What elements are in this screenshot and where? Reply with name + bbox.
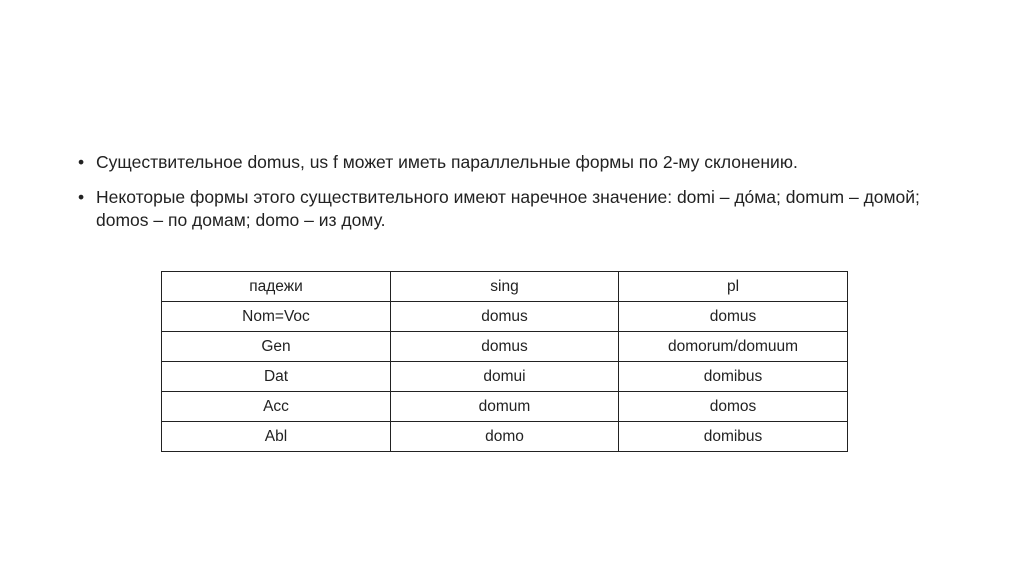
table-row [162,392,848,422]
table-row [162,422,848,452]
case-cell: Abl [162,422,391,452]
pl-cell: domibus [619,362,848,392]
sing-cell: domus [391,302,619,332]
case-cell: Acc [162,392,391,422]
bullet-dot-icon: • [78,187,85,207]
table-row [162,332,848,362]
bullet-dot-icon: • [78,152,85,172]
header-cases: падежи [162,272,391,302]
pl-cell: domus [619,302,848,332]
bullet-item [76,186,976,232]
bullet-list [76,151,976,244]
case-cell: Nom=Voc [162,302,391,332]
table-header-row [162,272,848,302]
pl-cell: domos [619,392,848,422]
case-cell: Gen [162,332,391,362]
bullet-text: Существительное domus, us f может иметь параллельные формы по 2-му склонению. [96,152,798,172]
bullet-item [76,151,976,174]
table-row [162,362,848,392]
case-cell: Dat [162,362,391,392]
sing-cell: domus [391,332,619,362]
header-sing: sing [391,272,619,302]
sing-cell: domum [391,392,619,422]
header-pl: pl [619,272,848,302]
declension-table [161,271,848,452]
pl-cell: domibus [619,422,848,452]
sing-cell: domui [391,362,619,392]
pl-cell: domorum/domuum [619,332,848,362]
bullet-text: Некоторые формы этого существительного имеют наречное значение: domi – до́ма; domum – домой; domos – по домам; domo – из дому. [96,187,920,230]
sing-cell: domo [391,422,619,452]
table-row [162,302,848,332]
